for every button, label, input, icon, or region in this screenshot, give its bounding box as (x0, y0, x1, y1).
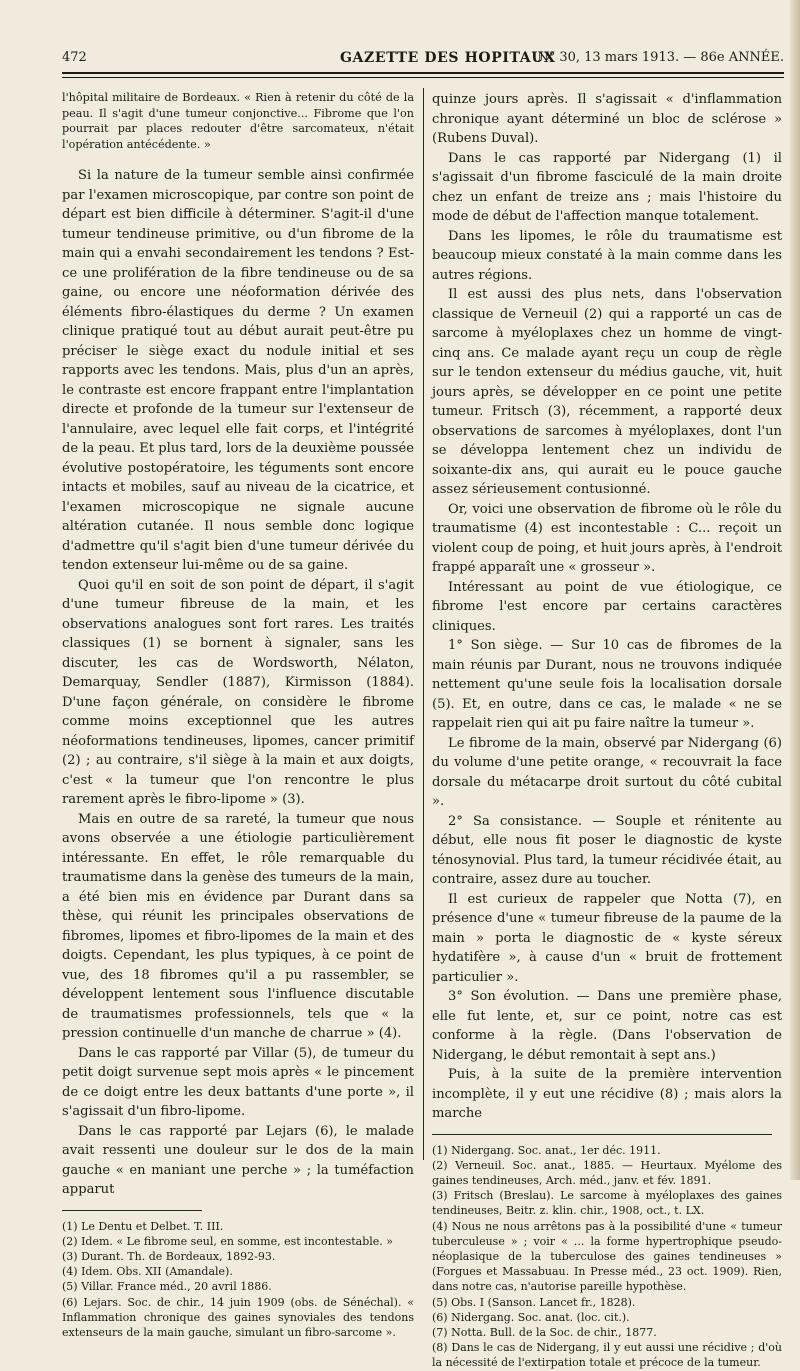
quoted-report: l'hôpital militaire de Bordeaux. « Rien à retenir du côté de la peau. Il s'agit d'une tumeur conjonctive... Fibrome que l'on pourrait par places redouter d'être sarcomateux, n'était l'opération antécédente. » (62, 91, 414, 151)
footnote: (1) Nidergang. Soc. anat., 1er déc. 1911. (432, 1143, 661, 1157)
left-column (62, 90, 414, 1340)
footnote: (3) Fritsch (Breslau). Le sarcome à myéloplaxes des gaines tendineuses, Beitr. z. klin. chir., 1908, oct., t. LX. (432, 1189, 782, 1218)
paragraph: quinze jours après. Il s'agissait « d'inflammation chronique ayant déterminé un bloc de sclérose » (Rubens Duval). (432, 92, 782, 146)
footnote: (2) Verneuil. Soc. anat., 1885. — Heurtaux. Myélome des gaines tendineuses, Arch. méd., janv. et fév. 1891. (432, 1158, 782, 1187)
footnote: (3) Durant. Th. de Bordeaux, 1892-93. (62, 1249, 276, 1263)
paragraph: Or, voici une observation de fibrome où le rôle du traumatisme (4) est incontestable : C... reçoit un violent coup de poing, et huit jours après, à l'endroit frappé apparaît une « grosseur ». (432, 501, 782, 575)
paragraph: Il est curieux de rappeler que Notta (7), en présence d'une « tumeur fibreuse de la paume de la main » porta le diagnostic de « kyste séreux hydatifère », à cause d'un « bruit de frottement particulier ». (432, 891, 782, 985)
paragraph: Dans le cas rapporté par Villar (5), de tumeur du petit doigt survenue sept mois après « le pincement de ce doigt entre les deux battants d'une porte », il s'agissait d'un fibro-lipome. (62, 1045, 414, 1119)
column-divider (423, 88, 424, 1160)
header-rule (62, 72, 784, 74)
footnote: (5) Villar. France méd., 20 avril 1886. (62, 1280, 272, 1294)
page-number: 472 (62, 50, 87, 65)
journal-title: GAZETTE DES HOPITAUX (340, 50, 556, 66)
footnote: (8) Dans le cas de Nidergang, il y eut aussi une récidive ; d'où la nécessité de l'extirpation totale et précoce de la tumeur. (432, 1341, 782, 1370)
issue-info: N° 30, 13 mars 1913. — 86e ANNÉE. (537, 50, 784, 65)
paragraph: Il est aussi des plus nets, dans l'observation classique de Verneuil (2) qui a rapporté un cas de sarcome à myéloplaxes chez un homme de vingt-cinq ans. Ce malade ayant reçu un coup de règle sur le tendon extenseur du médius gauche, vit, huit jours après, se développer en ce point une petite tumeur. Fritsch (3), récemment, a rapporté deux observations de sarcomes à myéloplaxes, dont l'un se développa lentement chez un individu de soixante-dix ans, qui aurait eu le pouce gauche assez sérieusement contusionné. (432, 287, 782, 497)
paragraph: Mais en outre de sa rareté, la tumeur que nous avons observée a une étiologie particulièrement intéressante. En effet, le rôle remarquable du traumatisme dans la genèse des tumeurs de la main, a été bien mis en évidence par Durant dans sa thèse, qui réunit les principales observations de fibromes, lipomes et fibro-lipomes de la main et des doigts. Cependant, les plus typiques, à ce point de vue, des 18 fibromes qu'il a pu rassembler, se développent lentement sous l'influence discutable de traumatismes professionnels, tels que « la pression continuelle d'un manche de charrue » (4). (62, 811, 414, 1041)
footnote: (6) Lejars. Soc. de chir., 14 juin 1909 (obs. de Sénéchal). « Inflammation chronique des gaines synoviales des tendons extenseurs de la main gauche, simulant un fibro-sarcome ». (62, 1295, 414, 1339)
right-column (432, 90, 782, 1371)
paragraph: Dans le cas rapporté par Lejars (6), le malade avait ressenti une douleur sur le dos de la main gauche « en maniant une perche » ; la tuméfaction apparut (62, 1123, 414, 1197)
page-edge (790, 0, 800, 1180)
page-header (62, 50, 784, 72)
footnote-rule (62, 1210, 202, 1211)
footnote: (2) Idem. « Le fibrome seul, en somme, est incontestable. » (62, 1234, 393, 1248)
paragraph: Si la nature de la tumeur semble ainsi confirmée par l'examen microscopique, par contre son point de départ est bien difficile à déterminer. S'agit-il d'une tumeur tendineuse primitive, ou d'un fibrome de la main qui a envahi secondairement les tendons ? Est-ce une prolifération de la fibre tendineuse ou de sa gaine, ou encore une néoformation dérivée des éléments fibro-élastiques du derme ? Un examen clinique pratiqué tout au début aurait peut-être pu préciser le siège exact du nodule initial et ses rapports avec les tendons. Mais, plus d'un an après, le contraste est encore frappant entre l'implantation directe et profonde de la tumeur sur l'extenseur de l'annulaire, avec lequel elle fait corps, et l'intégrité de la peau. Et plus tard, lors de la deuxième poussée évolutive postopératoire, les téguments sont encore intacts et mobiles, sauf au niveau de la cicatrice, et l'examen microscopique ne signale aucune altération cutanée. Il nous semble donc logique d'admettre qu'il s'agit bien d'une tumeur dérivée du tendon extenseur lui-même ou de sa gaine. (62, 168, 414, 573)
paragraph: 1° Son siège. — Sur 10 cas de fibromes de la main réunis par Durant, nous ne trouvons indiquée nettement qu'une seule fois la localisation dorsale (5). Et, en outre, dans ce cas, le malade « ne se rappelait rien qui ait pu faire naître la tumeur ». (432, 638, 782, 731)
header-rule-thin (62, 77, 784, 78)
footnote: (4) Idem. Obs. XII (Amandale). (62, 1265, 233, 1279)
paragraph: Quoi qu'il en soit de son point de départ, il s'agit d'une tumeur fibreuse de la main, et les observations analogues sont fort rares. Les traités classiques (1) se bornent à signaler, sans les discuter, les cas de Wordsworth, Nélaton, Demarquay, Sendler (1887), Kirmisson (1884). D'une façon générale, on considère le fibrome comme moins exceptionnel que les autres néoformations tendineuses, lipomes, cancer primitif (2) ; au contraire, s'il siège à la main et aux doigts, c'est « la tumeur que l'on rencontre le plus rarement après le fibro-lipome » (3). (62, 577, 414, 807)
footnote: (1) Le Dentu et Delbet. T. III. (62, 1219, 224, 1233)
footnote: (6) Nidergang. Soc. anat. (loc. cit.). (432, 1310, 630, 1324)
footnote-rule (432, 1134, 772, 1135)
footnote: (4) Nous ne nous arrêtons pas à la possibilité d'une « tumeur tuberculeuse » ; voir « ... la forme hypertrophique pseudo-néoplasique de la tuberculose des gaines tendineuses » (Forgues et Massabuau. In Presse méd., 23 oct. 1909). Rien, dans notre cas, n'autorise pareille hypothèse. (432, 1219, 782, 1294)
footnote: (5) Obs. I (Sanson. Lancet fr., 1828). (432, 1295, 636, 1309)
paragraph: 3° Son évolution. — Dans une première phase, elle fut lente, et, sur ce point, notre cas est conforme à la règle. (Dans l'observation de Nidergang, le début remontait à sept ans.) (432, 989, 782, 1063)
paragraph: Intéressant au point de vue étiologique, ce fibrome l'est encore par certains caractères cliniques. (432, 579, 782, 634)
paragraph: Le fibrome de la main, observé par Nidergang (6) du volume d'une petite orange, « recouvrait la face dorsale du métacarpe droit surtout du côté cubital ». (432, 735, 782, 809)
paragraph: Dans le cas rapporté par Nidergang (1) il s'agissait d'un fibrome fasciculé de la main droite chez un enfant de treize ans ; mais l'histoire du mode de début de l'affection manque totalement. (432, 150, 782, 224)
paragraph: Dans les lipomes, le rôle du traumatisme est beaucoup mieux constaté à la main comme dans les autres régions. (432, 228, 782, 283)
paragraph: Puis, à la suite de la première intervention incomplète, il y eut une récidive (8) ; mais alors la marche (432, 1067, 782, 1121)
footnote: (7) Notta. Bull. de la Soc. de chir., 1877. (432, 1325, 657, 1339)
paragraph: 2° Sa consistance. — Souple et rénitente au début, elle nous fit poser le diagnostic de kyste ténosynovial. Plus tard, la tumeur récidivée était, au contraire, assez dure au toucher. (432, 813, 782, 887)
